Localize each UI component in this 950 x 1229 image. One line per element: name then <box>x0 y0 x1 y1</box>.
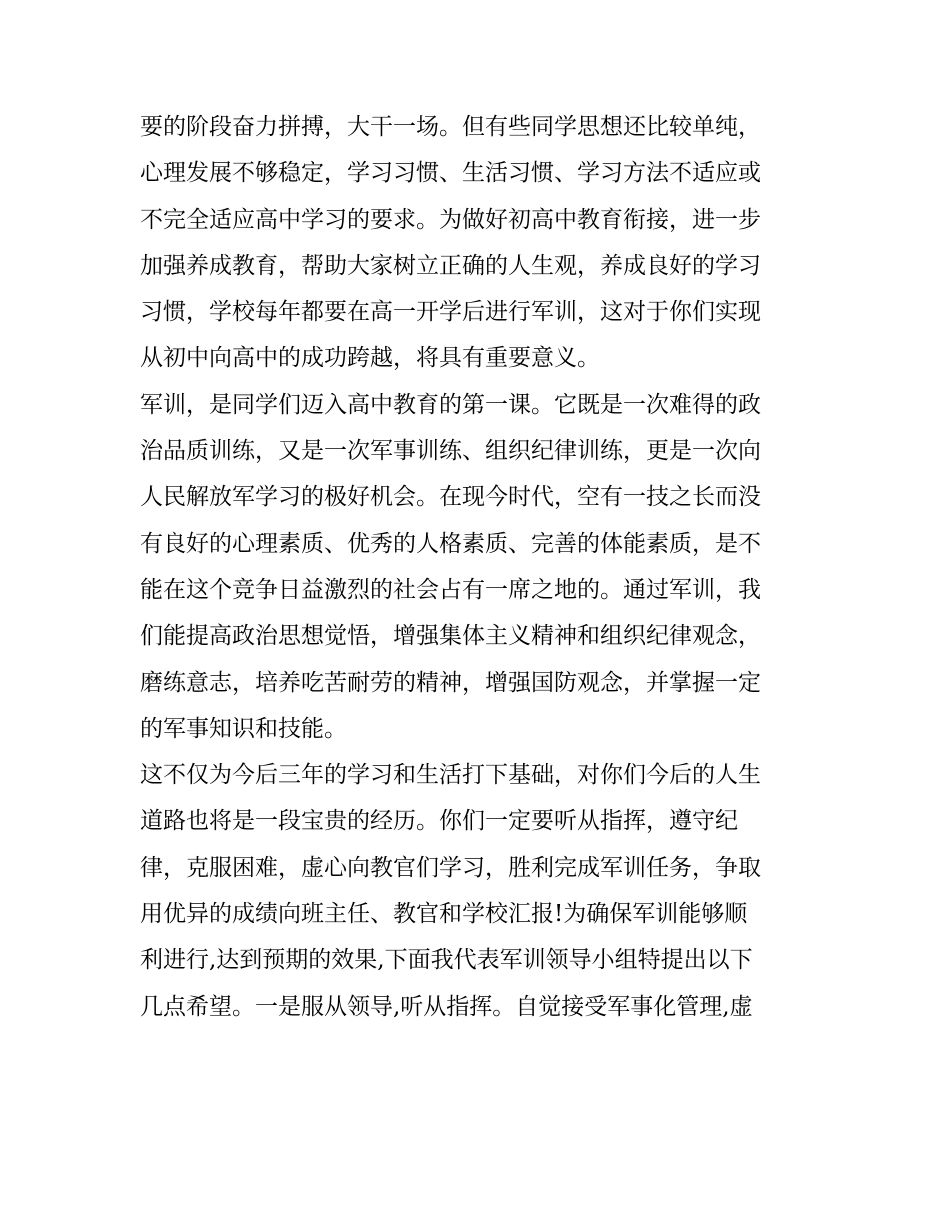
text-line: 律，克服困难，虚心向教官们学习，胜利完成军训任务，争取 <box>140 854 761 881</box>
text-line: 这不仅为今后三年的学习和生活打下基础，对你们今后的人生 <box>140 762 761 789</box>
text-line: 不完全适应高中学习的要求。为做好初高中教育衔接，进一步 <box>140 206 761 233</box>
text-line: 们能提高政治思想觉悟，增强集体主义精神和组织纪律观念， <box>140 623 761 650</box>
text-line: 从初中向高中的成功跨越，将具有重要意义。 <box>140 345 600 372</box>
text-line: 能在这个竞争日益激烈的社会占有一席之地的。通过军训，我 <box>140 576 761 603</box>
text-line: 的军事知识和技能。 <box>140 715 347 742</box>
text-line: 磨练意志，培养吃苦耐劳的精神，增强国防观念，并掌握一定 <box>140 669 761 696</box>
text-line: 道路也将是一段宝贵的经历。你们一定要听从指挥，遵守纪 <box>140 808 738 835</box>
text-line: 人民解放军学习的极好机会。在现今时代，空有一技之长而没 <box>140 484 761 511</box>
text-line: 用优异的成绩向班主任、教官和学校汇报!为确保军训能够顺 <box>140 901 748 928</box>
text-line: 心理发展不够稳定，学习习惯、生活习惯、学习方法不适应或 <box>140 160 761 187</box>
text-line: 要的阶段奋力拼搏，大干一场。但有些同学思想还比较单纯， <box>140 114 761 140</box>
text-line: 治品质训练，又是一次军事训练、组织纪律训练，更是一次向 <box>140 438 761 465</box>
text-line: 军训，是同学们迈入高中教育的第一课。它既是一次难得的政 <box>140 391 761 418</box>
text-line: 有良好的心理素质、优秀的人格素质、完善的体能素质，是不 <box>140 530 761 557</box>
body-text <box>140 104 820 1030</box>
text-line: 利进行,达到预期的效果,下面我代表军训领导小组特提出以下 <box>140 947 753 974</box>
text-line: 习惯，学校每年都要在高一开学后进行军训，这对于你们实现 <box>140 299 761 326</box>
text-line: 几点希望。一是服从领导,听从指挥。自觉接受军事化管理,虚 <box>140 993 753 1020</box>
text-line: 加强养成教育，帮助大家树立正确的人生观，养成良好的学习 <box>140 252 761 279</box>
